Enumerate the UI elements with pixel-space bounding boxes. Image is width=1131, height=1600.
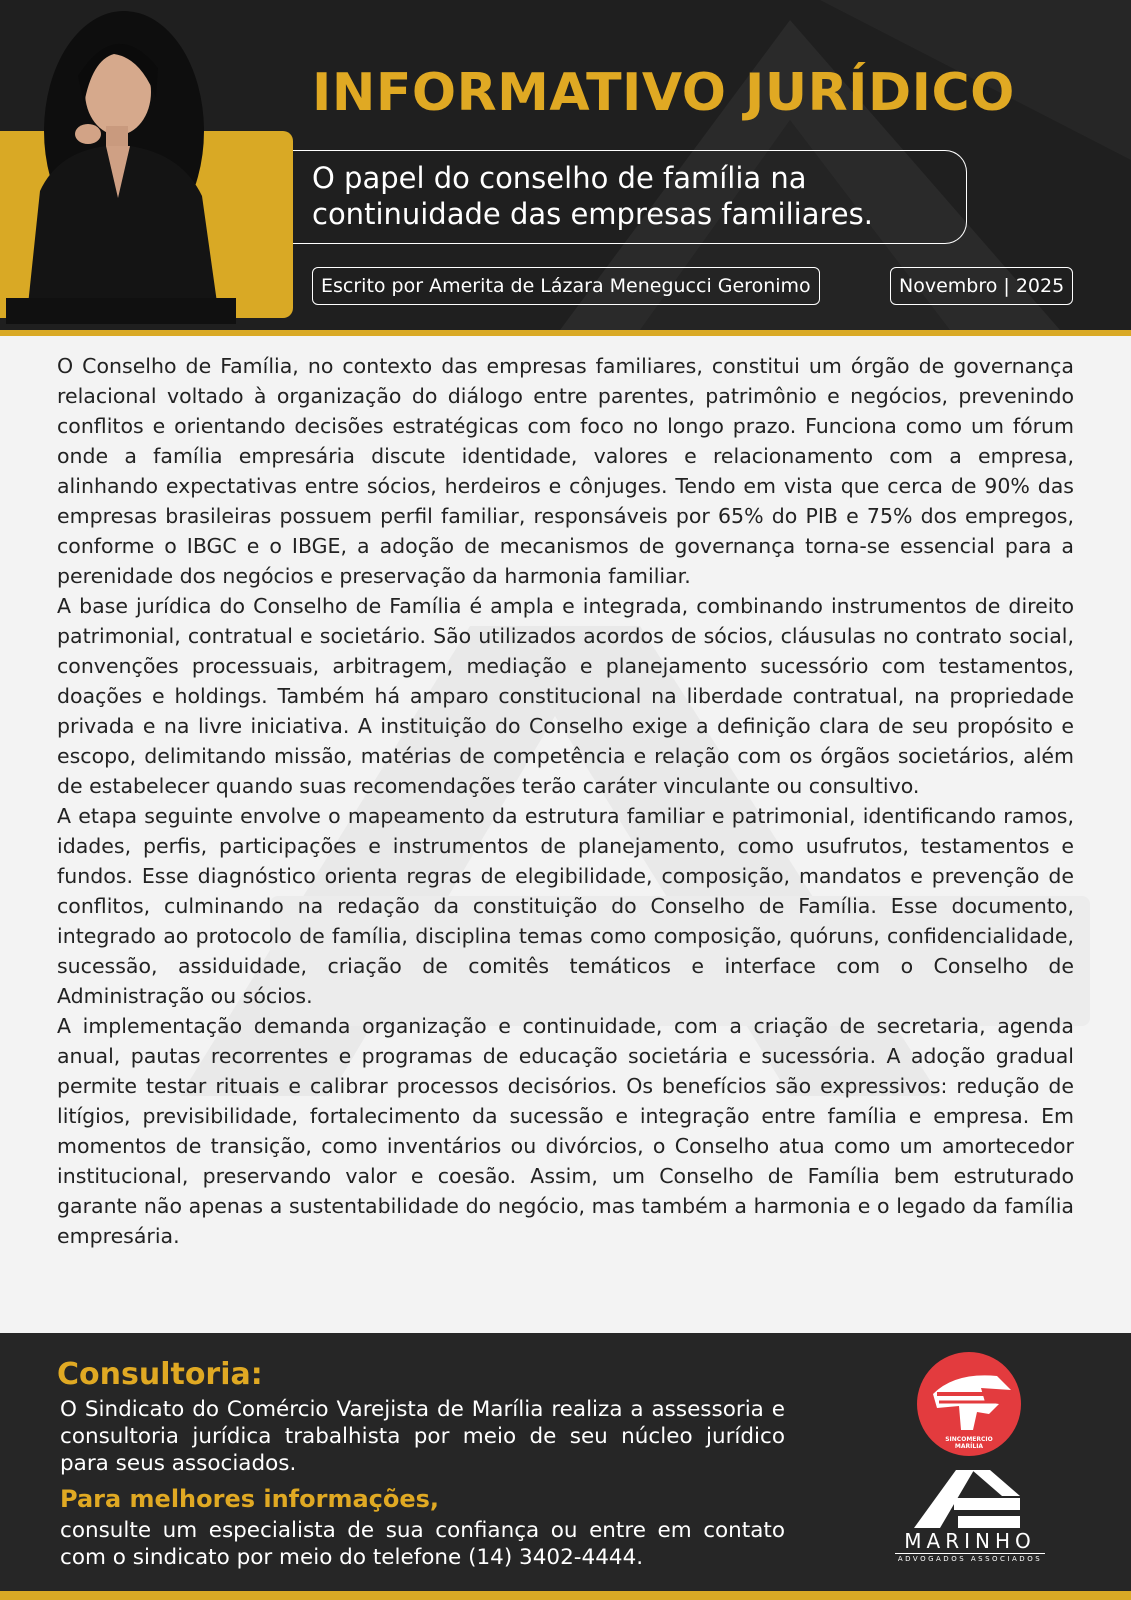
contact-text: consulte um especialista de sua confiança ou entre em contato com o sindicato por meio do telefone (14) 3402-4444. [60,1518,785,1570]
header [0,0,1131,330]
article-paragraph-3: A etapa seguinte envolve o mapeamento da estrutura familiar e patrimonial, identificando ramos, idades, perfis, participações e instrumentos de planejamento, como usufrutos, testamentos e fundos. Esse diagnóstico orienta regras de elegibilidade, composição, mandatos e prevenção de conflitos, culminando na redação da constituição do Conselho de Família. Esse documento, integrado ao protocolo de família, disciplina temas como composição, quóruns, confidencialidade, sucessão, assiduidade, criação de comitês temáticos e interface com o Conselho de Administração ou sócios. [57,804,1074,1008]
article-paragraph-1: O Conselho de Família, no contexto das empresas familiares, constitui um órgão de governança relacional voltado à organização do diálogo entre parentes, patrimônio e negócios, prevenindo conflitos e orientando decisões estratégicas com foco no longo prazo. Funciona como um fórum onde a família empresária discute identidade, valores e relacionamento com a empresa, alinhando expectativas entre sócios, herdeiros e cônjuges. Tendo em vista que cerca de 90% das empresas brasileiras possuem perfil familiar, responsáveis por 65% do PIB e 75% dos empregos, conforme o IBGC e o IBGE, a adoção de mecanismos de governança torna-se essencial para a perenidade dos negócios e preservação da harmonia familiar. [57,354,1074,588]
marinho-logo-icon [912,1468,1022,1530]
info-heading: Para melhores informações, [60,1485,440,1513]
author-portrait [6,6,236,324]
author-credit: Escrito por Amerita de Lázara Menegucci Geronimo [312,267,820,305]
publication-date: Novembro | 2025 [890,267,1073,305]
consultoria-heading: Consultoria: [57,1357,263,1392]
footer-gold-line [0,1591,1131,1600]
article-subtitle: O papel do conselho de família na continuidade das empresas familiares. [312,161,873,231]
article-paragraph-4: A implementação demanda organização e continuidade, com a criação de secretaria, agenda anual, pautas recorrentes e programas de educação societária e sucessória. A adoção gradual permite testar rituais e calibrar processos decisórios. Os benefícios são expressivos: redução de litígios, previsibilidade, fortalecimento da sucessão e integração entre família e empresa. Em momentos de transição, como inventários ou divórcios, o Conselho atua como um amortecedor institucional, preservando valor e coesão. Assim, um Conselho de Família bem estruturado garante não apenas a sustentabilidade do negócio, mas também a harmonia e o legado da família empresária. [57,1014,1074,1248]
article-paragraph-2: A base jurídica do Conselho de Família é ampla e integrada, combinando instrumentos de direito patrimonial, contratual e societário. São utilizados acordos de sócios, cláusulas no contrato social, convenções processuais, arbitragem, mediação e planejamento sucessório com testamentos, doações e holdings. Também há amparo constitucional na liberdade contratual, na propriedade privada e na livre iniciativa. A instituição do Conselho exige a definição clara de seu propósito e escopo, delimitando missão, matérias de competência e relação com os órgãos societários, além de estabelecer quando suas recomendações terão caráter vinculante ou consultivo. [57,594,1074,798]
consultoria-text: O Sindicato do Comércio Varejista de Marília realiza a assessoria e consultoria jurídica trabalhista por meio de seu núcleo jurídico para seus associados. [60,1397,785,1476]
sincomercio-logo-text: SINCOMERCIO MARÍLIA [945,1436,993,1450]
marinho-logo-name: MARINHO [904,1529,1036,1553]
marinho-logo-subtitle: ADVOGADOS ASSOCIADOS [897,1555,1043,1563]
article-body [57,351,1074,1251]
marinho-logo-rule [895,1553,1045,1554]
newsletter-title: INFORMATIVO JURÍDICO [312,63,1015,123]
